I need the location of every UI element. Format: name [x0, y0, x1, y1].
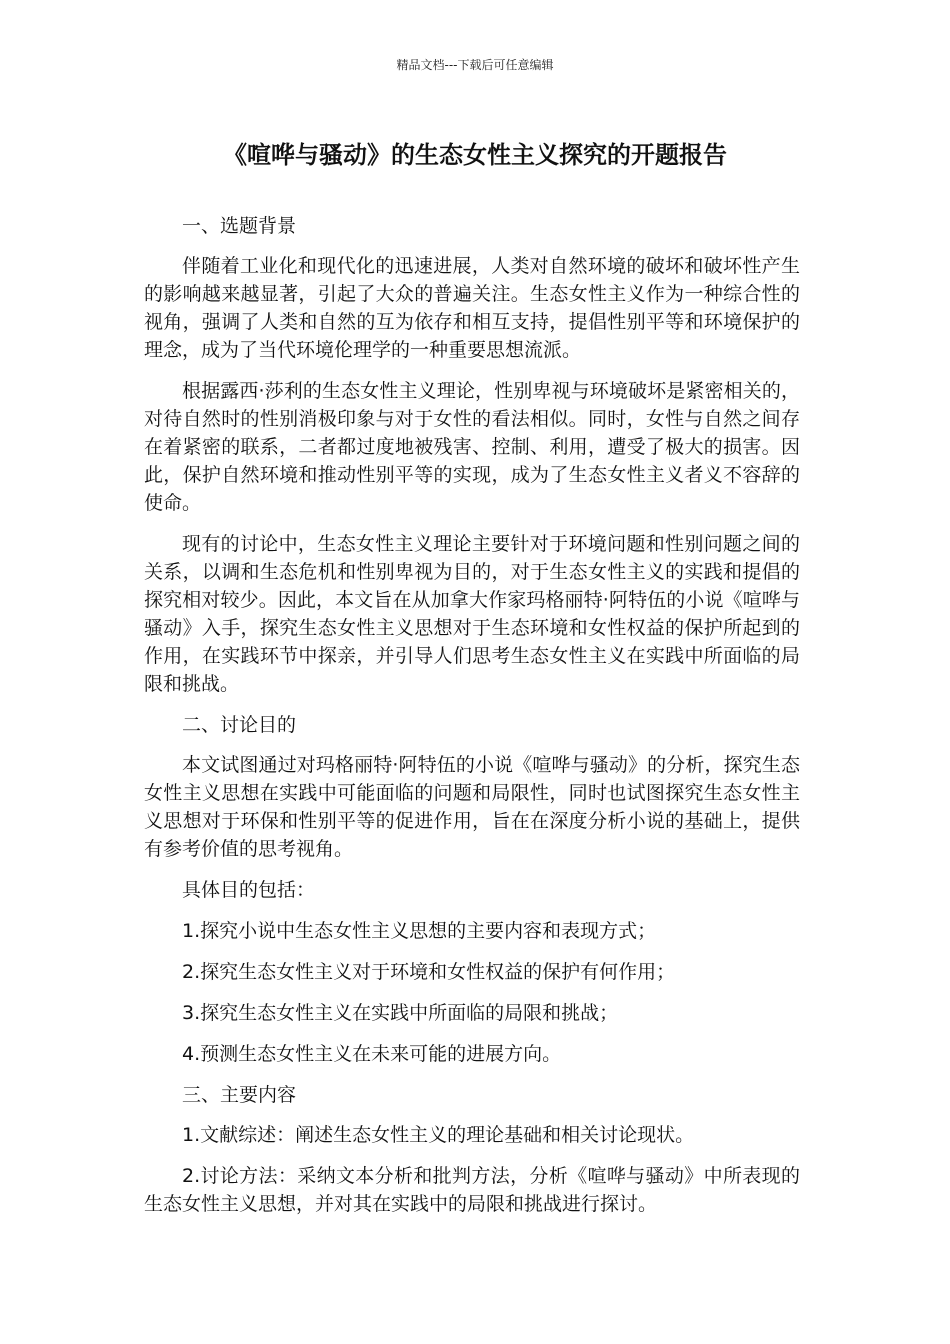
paragraph: 具体目的包括：	[182, 879, 316, 901]
list-item: 1.探究小说中生态女性主义思想的主要内容和表现方式；	[182, 920, 657, 942]
paragraph: 伴随着工业化和现代化的迅速进展，人类对自然环境的破坏和破坏性产生的影响越来越显著，引起了大众的普遍关注。生态女性主义作为一种综合性的视角，强调了人类和自然的互为依存和相互支持，提倡性别平等和环境保护的理念，成为了当代环境伦理学的一种重要思想流派。	[144, 255, 800, 361]
section-heading-purpose: 二、讨论目的	[182, 714, 297, 736]
document-body	[144, 212, 800, 1231]
paragraph: 本文试图通过对玛格丽特·阿特伍的小说《喧哗与骚动》的分析，探究生态女性主义思想在实践中可能面临的问题和局限性，同时也试图探究生态女性主义思想对于环保和性别平等的促进作用，旨在在深度分析小说的基础上，提供有参考价值的思考视角。	[144, 754, 800, 860]
section-heading-background: 一、选题背景	[182, 215, 297, 237]
page-header: 精品文档---下载后可任意编辑	[396, 58, 554, 72]
list-item: 4.预测生态女性主义在未来可能的进展方向。	[182, 1043, 562, 1065]
list-item: 2.讨论方法：采纳文本分析和批判方法，分析《喧哗与骚动》中所表现的生态女性主义思想，并对其在实践中的局限和挑战进行探讨。	[144, 1165, 800, 1215]
document-title: 《喧哗与骚动》的生态女性主义探究的开题报告	[223, 141, 727, 169]
paragraph: 现有的讨论中，生态女性主义理论主要针对于环境问题和性别问题之间的关系，以调和生态危机和性别卑视为目的，对于生态女性主义的实践和提倡的探究相对较少。因此，本文旨在从加拿大作家玛格丽特·阿特伍的小说《喧哗与骚动》入手，探究生态女性主义思想对于生态环境和女性权益的保护所起到的作用，在实践环节中探亲，并引导人们思考生态女性主义在实践中所面临的局限和挑战。	[144, 533, 800, 695]
section-heading-content: 三、主要内容	[182, 1084, 297, 1106]
list-item: 3.探究生态女性主义在实践中所面临的局限和挑战；	[182, 1002, 619, 1024]
list-item: 2.探究生态女性主义对于环境和女性权益的保护有何作用；	[182, 961, 676, 983]
paragraph: 根据露西·莎利的生态女性主义理论，性别卑视与环境破坏是紧密相关的，对待自然时的性别消极印象与对于女性的看法相似。同时，女性与自然之间存在着紧密的联系，二者都过度地被残害、控制、利用，遭受了极大的损害。因此，保护自然环境和推动性别平等的实现，成为了生态女性主义者义不容辞的使命。	[144, 380, 800, 514]
list-item: 1.文献综述：阐述生态女性主义的理论基础和相关讨论现状。	[182, 1124, 695, 1146]
